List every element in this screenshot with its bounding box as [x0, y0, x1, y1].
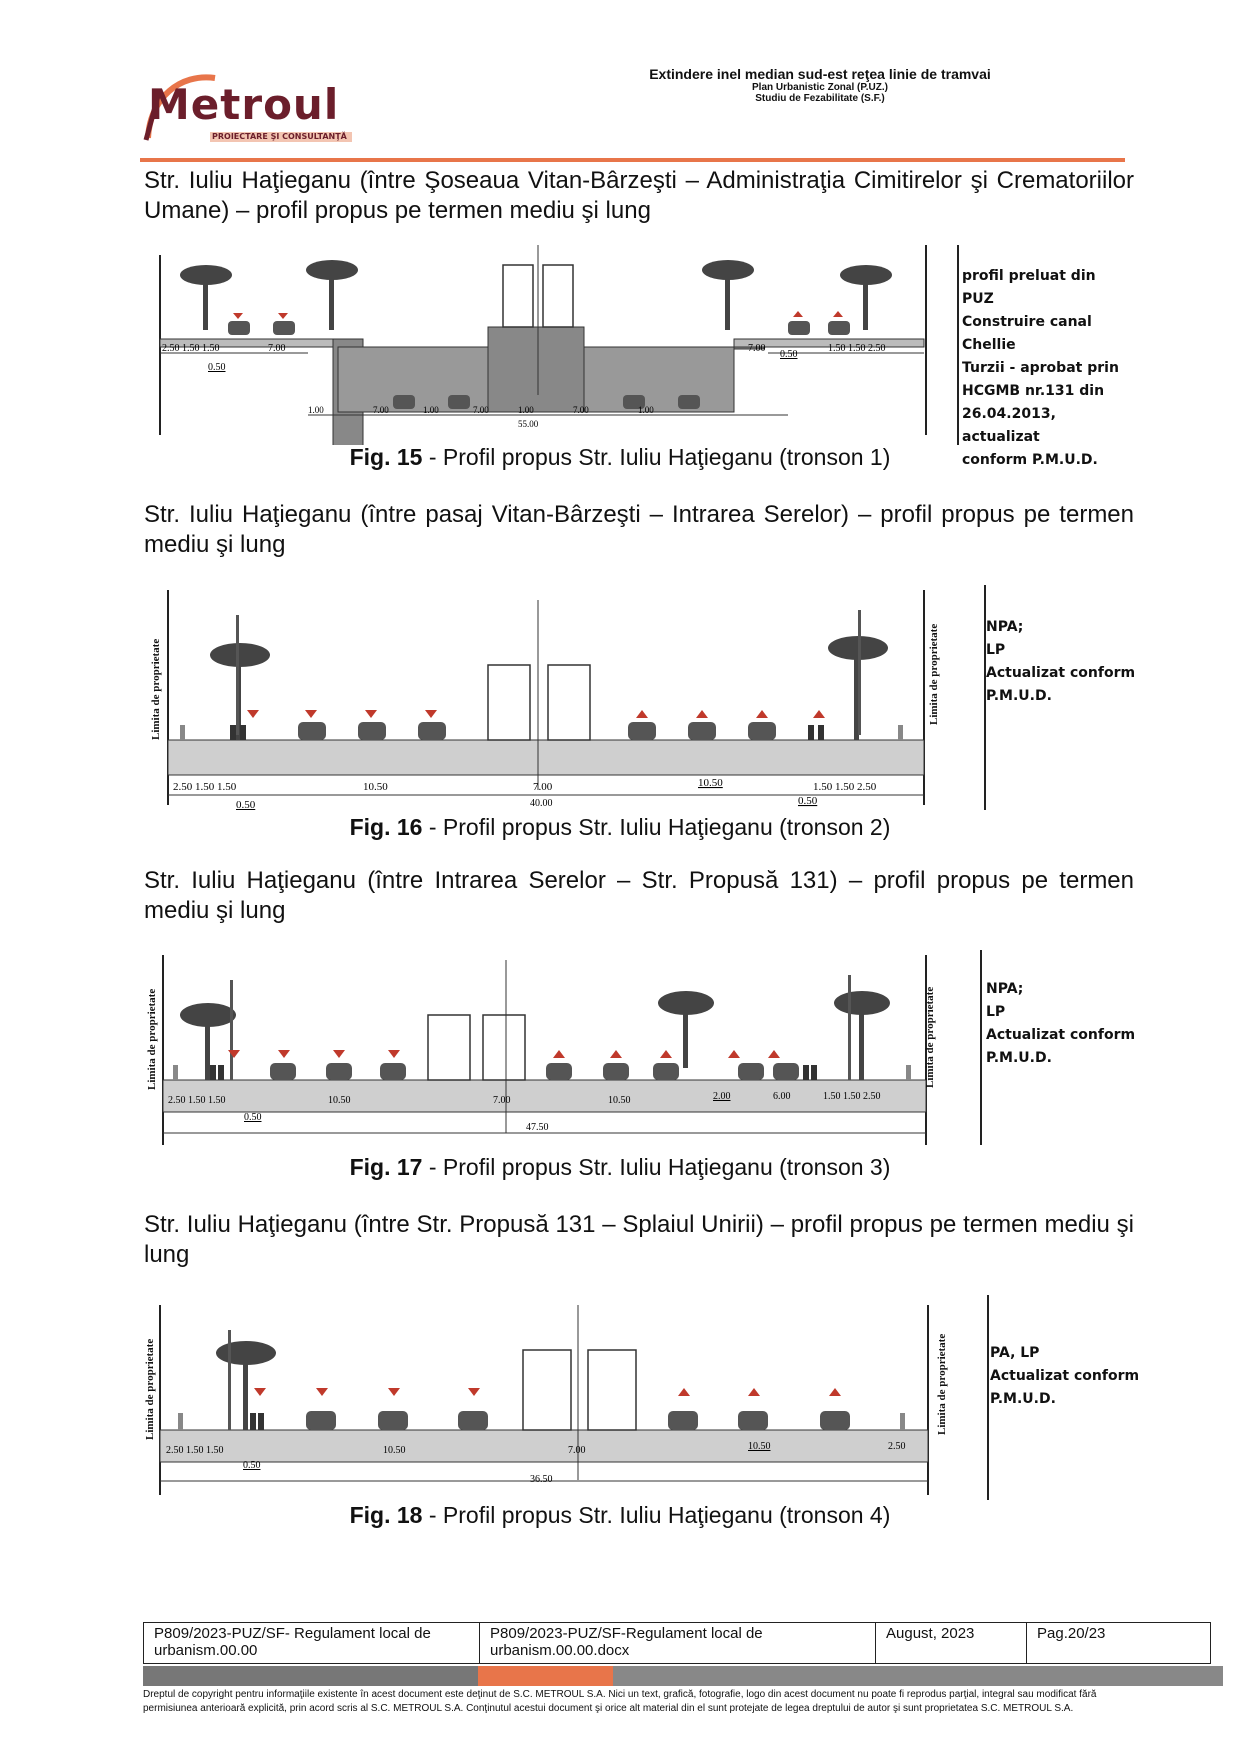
figure-caption-18: Fig. 18 - Profil propus Str. Iuliu Haţieganu (tronson 4)	[349, 1502, 891, 1528]
svg-text:55.00: 55.00	[518, 419, 539, 429]
company-logo	[140, 68, 350, 148]
svg-text:1.00: 1.00	[638, 405, 654, 415]
svg-text:1.50 1.50 2.50: 1.50 1.50 2.50	[813, 781, 877, 793]
svg-text:10.50: 10.50	[698, 777, 723, 789]
svg-text:0.50: 0.50	[780, 349, 798, 360]
project-title: Extindere inel median sud-est reţea linie de tramvai	[649, 66, 991, 82]
left-limit-label-2: Limita de proprietate	[150, 638, 162, 740]
svg-text:1.00: 1.00	[518, 405, 534, 415]
right-limit-label-4: Limita de proprietate	[936, 1333, 948, 1435]
svg-text:10.50: 10.50	[328, 1095, 351, 1106]
section-title-3: Str. Iuliu Haţieganu (între Intrarea Serelor – Str. Propusă 131) – profil propus pe termen mediu şi lung	[144, 867, 1134, 924]
left-limit-label-4: Limita de proprietate	[144, 1338, 156, 1440]
svg-text:0.50: 0.50	[208, 362, 226, 373]
note-1: profil preluat din PUZ Construire canal Chellie Turzii - aprobat prin HCGMB nr.131 din 26.04.2013, actualizat conform P.M.U.D.	[962, 268, 1119, 468]
note-divider-1	[957, 245, 959, 445]
svg-text:7.00: 7.00	[533, 781, 553, 793]
svg-text:6.00: 6.00	[773, 1091, 791, 1102]
footer-page-number: Pag.20/23	[1037, 1625, 1106, 1642]
svg-text:1.00: 1.00	[308, 405, 324, 415]
svg-text:1.50 1.50 2.50: 1.50 1.50 2.50	[828, 343, 886, 354]
footer-table	[143, 1622, 1211, 1664]
document-header	[590, 66, 1050, 104]
svg-text:1.50 1.50 2.50: 1.50 1.50 2.50	[823, 1091, 881, 1102]
figure-caption-17: Fig. 17 - Profil propus Str. Iuliu Haţieganu (tronson 3)	[349, 1154, 891, 1180]
svg-text:2.00: 2.00	[713, 1091, 731, 1102]
profile-drawing-1	[148, 245, 938, 445]
svg-text:7.00: 7.00	[268, 343, 286, 354]
svg-text:1.00: 1.00	[423, 405, 439, 415]
svg-text:0.50: 0.50	[243, 1460, 261, 1471]
svg-text:10.50: 10.50	[608, 1095, 631, 1106]
right-limit-label-3: Limita de proprietate	[924, 986, 936, 1088]
project-subtitle-sf: Studiu de Fezabilitate (S.F.)	[755, 93, 885, 104]
profile-drawing-4	[148, 1305, 938, 1500]
footer-doc-code: P809/2023-PUZ/SF- Regulament local de urbanism.00.00	[144, 1623, 480, 1663]
profile-drawing-3	[148, 955, 938, 1150]
footer-color-bar	[143, 1666, 1223, 1686]
profile-drawing-2	[148, 590, 938, 810]
svg-text:10.50: 10.50	[363, 781, 388, 793]
svg-text:36.50: 36.50	[530, 1474, 553, 1485]
project-subtitle-puz: Plan Urbanistic Zonal (P.UZ.)	[752, 82, 888, 93]
svg-text:7.00: 7.00	[573, 405, 589, 415]
logo-text: Metroul	[148, 80, 340, 129]
note-2: NPA; LP Actualizat conform P.M.U.D.	[986, 619, 1136, 704]
header-divider	[140, 158, 1125, 162]
note-divider-4	[987, 1295, 989, 1500]
svg-text:2.50 1.50 1.50: 2.50 1.50 1.50	[173, 781, 237, 793]
section-title-2: Str. Iuliu Haţieganu (între pasaj Vitan-Bârzeşti – Intrarea Serelor) – profil propus pe termen mediu şi lung	[144, 501, 1134, 558]
note-4: PA, LP Actualizat conform P.M.U.D.	[990, 1345, 1140, 1407]
footer-file-name: P809/2023-PUZ/SF-Regulament local de urbanism.00.00.docx	[480, 1623, 876, 1663]
svg-text:7.00: 7.00	[373, 405, 389, 415]
note-divider-3	[980, 950, 982, 1145]
svg-text:7.00: 7.00	[473, 405, 489, 415]
section-title-4: Str. Iuliu Haţieganu (între Str. Propusă 131 – Splaiul Unirii) – profil propus pe termen mediu şi lung	[144, 1211, 1134, 1268]
svg-text:0.50: 0.50	[244, 1112, 262, 1123]
copyright-notice: Dreptul de copyright pentru informaţiile existente în acest document este deţinut de S.C. METROUL S.A. Nici un text, grafică, fotografie, logo din acest document nu poate fi reprodus parţial, integral sau modificat fără permisiunea anterioară explicită, prin acord scris al S.C. METROUL S.A. Conţinutul acestui document şi orice alt material din el sunt protejate de legea dreptului de autor şi sunt proprietatea S.C. METROUL S.A.	[143, 1689, 1097, 1714]
svg-text:0.50: 0.50	[798, 795, 818, 807]
figure-caption-15: Fig. 15 - Profil propus Str. Iuliu Haţieganu (tronson 1)	[349, 444, 891, 470]
svg-text:2.50: 2.50	[888, 1441, 906, 1452]
svg-text:7.00: 7.00	[568, 1445, 586, 1456]
left-limit-label-3: Limita de proprietate	[146, 988, 158, 1090]
svg-text:10.50: 10.50	[748, 1441, 771, 1452]
svg-text:47.50: 47.50	[526, 1122, 549, 1133]
dim-1: 2.50 1.50 1.50	[162, 343, 220, 354]
svg-text:2.50 1.50 1.50: 2.50 1.50 1.50	[168, 1095, 226, 1106]
svg-text:10.50: 10.50	[383, 1445, 406, 1456]
svg-text:0.50: 0.50	[236, 799, 256, 810]
logo-subtitle: PROIECTARE ŞI CONSULTANŢĂ	[212, 132, 347, 141]
right-limit-label-2: Limita de proprietate	[928, 623, 940, 725]
footer-date: August, 2023	[876, 1623, 1027, 1663]
section-title-1: Str. Iuliu Haţieganu (între Şoseaua Vitan-Bârzeşti – Administraţia Cimitirelor şi Crematoriilor Umane) – profil propus pe termen mediu şi lung	[144, 167, 1134, 224]
svg-text:7.00: 7.00	[493, 1095, 511, 1106]
svg-text:40.00: 40.00	[530, 798, 553, 809]
note-3: NPA; LP Actualizat conform P.M.U.D.	[986, 981, 1136, 1066]
svg-text:2.50 1.50 1.50: 2.50 1.50 1.50	[166, 1445, 224, 1456]
svg-text:7.00: 7.00	[748, 343, 766, 354]
figure-caption-16: Fig. 16 - Profil propus Str. Iuliu Haţieganu (tronson 2)	[349, 814, 891, 840]
